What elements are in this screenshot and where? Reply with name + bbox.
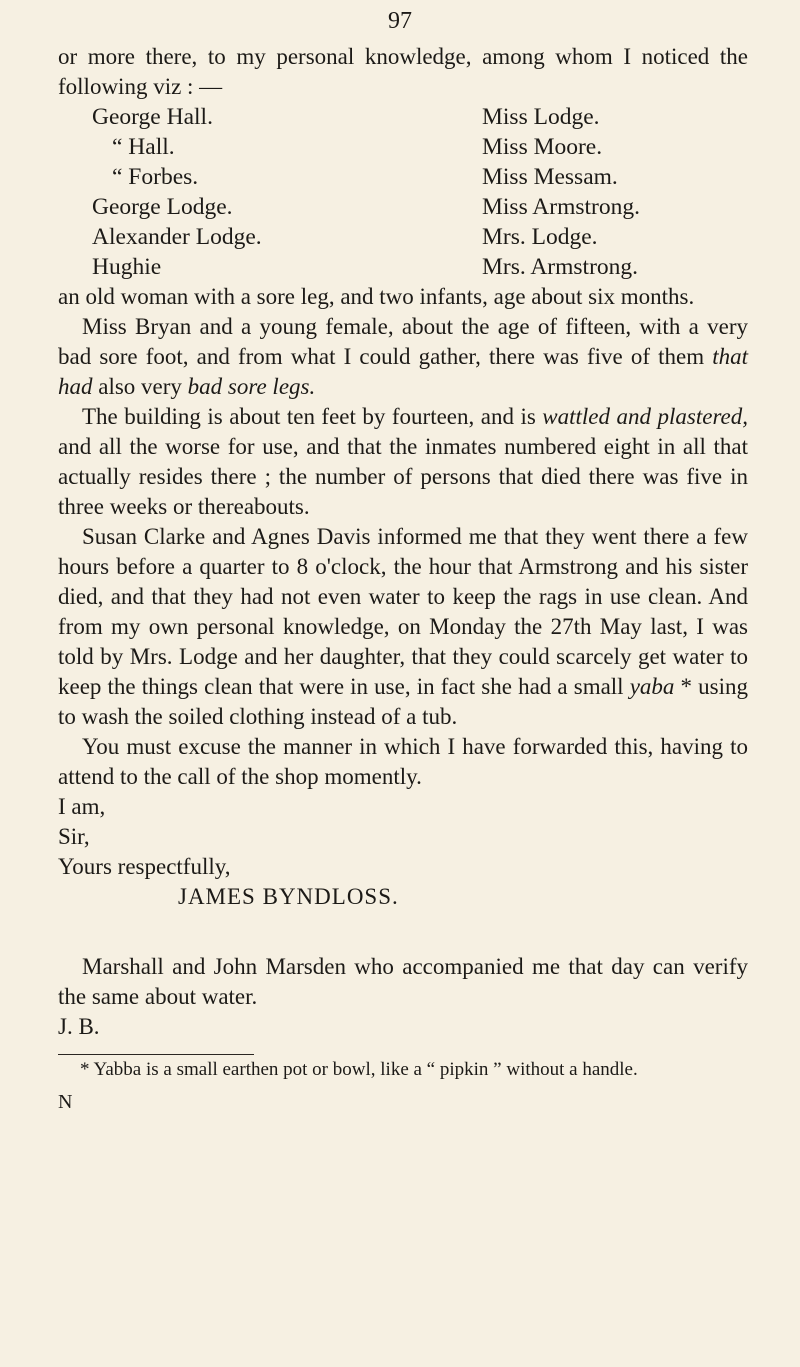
- closing-sir: Sir,: [58, 824, 90, 849]
- name-entry: Hughie: [92, 254, 162, 280]
- letter-body: [58, 42, 748, 1117]
- text-run: * using to wash the soiled clothing instead of a tub.: [58, 674, 749, 729]
- page-number: 97: [388, 8, 412, 34]
- name-entry: George Lodge.: [92, 194, 233, 220]
- name-entry: Miss Lodge.: [482, 104, 600, 130]
- text-run: Susan Clarke and Agnes Davis informed me that they went there a few hours before a quarter to 8 o'clock, the hour that Armstrong and his sister died, and that they had not even water to keep the rags in use clean. And from my own personal knowledge, on Monday the 27th May last, I was told by Mrs. Lodge and her daughter, that they could scarcely get water to keep the things clean that were in use, in fact she had a small: [58, 524, 748, 699]
- intro-paragraph: or more there, to my personal knowledge, among whom I noticed the following viz : —: [58, 44, 748, 99]
- postscript-paragraph: Marshall and John Marsden who accompanied me that day can verify the same about water.: [58, 954, 748, 1009]
- name-entry: Mrs. Armstrong.: [482, 254, 639, 280]
- signature-name: JAMES BYNDLOSS.: [178, 884, 399, 909]
- italic-text: yaba: [629, 674, 675, 699]
- name-entry: Miss Armstrong.: [482, 194, 640, 220]
- name-entry: “ Hall.: [112, 134, 175, 160]
- footnote-text: * Yabba is a small earthen pot or bowl, like a “ pipkin ” without a handle.: [80, 1059, 638, 1080]
- names-list: [92, 102, 748, 282]
- closing-yours: Yours respectfully,: [58, 854, 231, 879]
- initials: J. B.: [58, 1014, 100, 1039]
- text-run: and all the worse for use, and that the inmates numbered eight in all that actually resides there ; the number of persons that died there was five in three weeks or thereabouts.: [58, 434, 748, 519]
- name-entry: “ Forbes.: [112, 164, 199, 190]
- signature-mark: N: [58, 1091, 73, 1113]
- paragraph-excuse: You must excuse the manner in which I have forwarded this, having to attend to the call of the shop momently.: [58, 734, 748, 789]
- name-entry: Miss Messam.: [482, 164, 618, 190]
- paragraph-susan-clarke: [58, 522, 748, 732]
- italic-text: wattled and plastered,: [542, 404, 748, 429]
- text-run: Miss Bryan and a young female, about the age of fifteen, with a very bad sore foot, and from what I could gather, there was five of them: [58, 314, 748, 369]
- footnote-rule: [58, 1054, 254, 1055]
- name-entry: Miss Moore.: [482, 134, 603, 160]
- footnote: [58, 1059, 748, 1081]
- paragraph-old-woman: an old woman with a sore leg, and two infants, age about six months.: [58, 284, 695, 309]
- paragraph-building: [58, 402, 748, 522]
- text-run: also very: [92, 374, 188, 399]
- names-left-column: [92, 102, 482, 282]
- closing-i-am: I am,: [58, 794, 106, 819]
- text-run: The building is about ten feet by fourteen, and is: [82, 404, 543, 429]
- name-entry: Mrs. Lodge.: [482, 224, 598, 250]
- paragraph-miss-bryan: [58, 312, 748, 402]
- italic-text: that had: [58, 344, 748, 399]
- name-entry: George Hall.: [92, 104, 213, 130]
- name-entry: Alexander Lodge.: [92, 224, 262, 250]
- italic-text: bad sore legs.: [187, 374, 316, 399]
- names-right-column: [482, 102, 742, 282]
